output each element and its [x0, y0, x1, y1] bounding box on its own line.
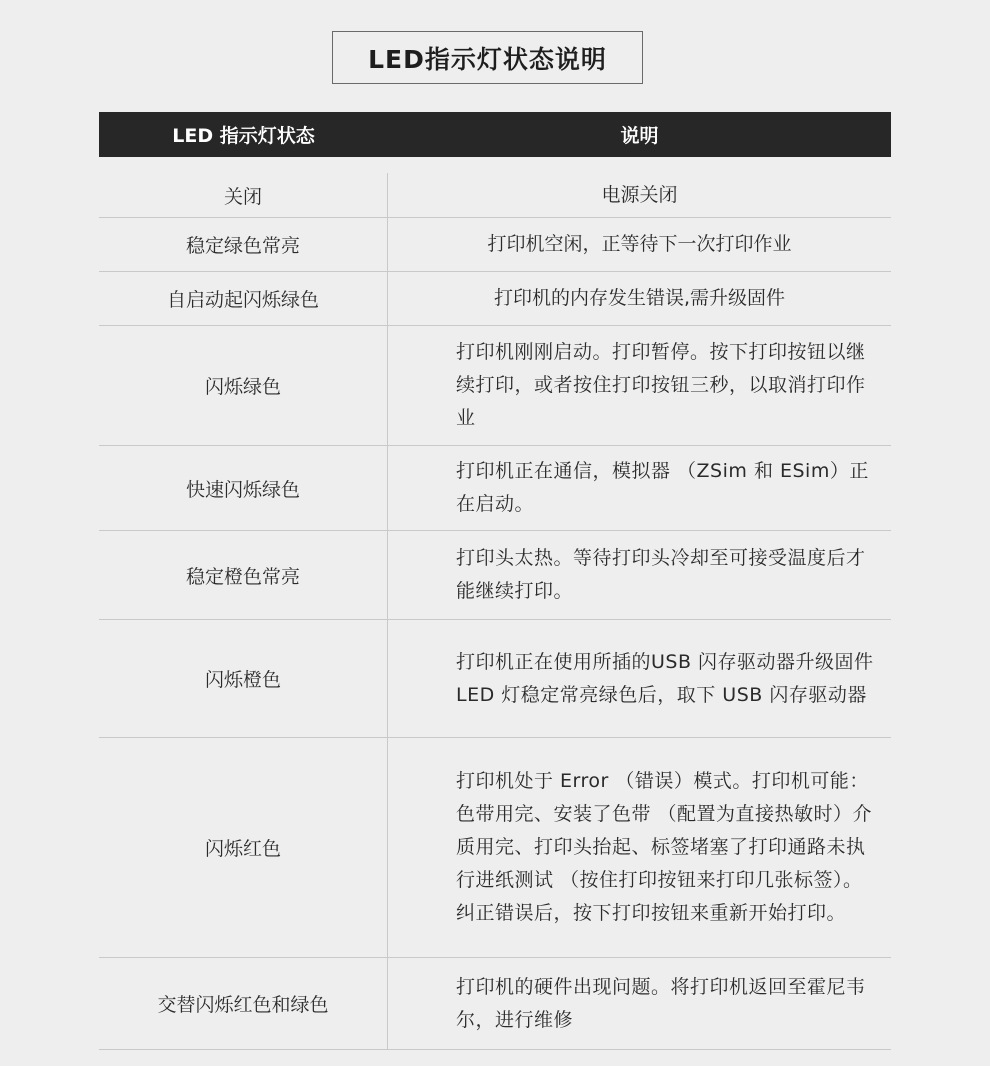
row-state: 关闭	[99, 173, 388, 217]
row-description-text: 打印头太热。等待打印头冷却至可接受温度后才能继续打印。	[456, 547, 866, 602]
row-description	[388, 620, 891, 737]
table-row	[99, 173, 891, 218]
table-row	[99, 738, 891, 958]
row-description-text: 打印机空闲，正等待下一次打印作业	[487, 233, 792, 255]
row-description	[388, 531, 891, 619]
led-status-table	[99, 112, 891, 1050]
page-title: LED指示灯状态说明	[332, 31, 643, 84]
row-description-text: 打印机处于 Error （错误）模式。打印机可能：色带用完、安装了色带 （配置为直接热敏时）介质用完、打印头抬起、标签堵塞了打印通路未执行进纸测试 （按住打印按钮来打印几张标签）。纠正错误后，按下打印按钮来重新开始打印。	[456, 770, 873, 924]
table-row	[99, 958, 891, 1050]
row-description-text: 电源关闭	[601, 183, 678, 206]
table-row	[99, 272, 891, 326]
row-state: 稳定绿色常亮	[99, 218, 388, 271]
row-description	[388, 958, 891, 1049]
row-state: 交替闪烁红色和绿色	[99, 958, 388, 1049]
row-state: 稳定橙色常亮	[99, 531, 388, 619]
row-description	[388, 272, 891, 325]
row-state: 快速闪烁绿色	[99, 446, 388, 530]
row-description-text: 打印机正在使用所插的USB 闪存驱动器升级固件LED 灯稳定常亮绿色后，取下 USB 闪存驱动器	[456, 650, 874, 706]
row-description-text: 打印机的内存发生错误,需升级固件	[493, 287, 786, 309]
row-description	[388, 218, 891, 271]
table-row	[99, 620, 891, 738]
header-description: 说明	[620, 125, 659, 147]
row-description-text: 打印机正在通信，模拟器 （ZSim 和 ESim）正在启动。	[456, 460, 869, 515]
table-row	[99, 218, 891, 272]
row-state: 闪烁绿色	[99, 326, 388, 445]
row-state: 自启动起闪烁绿色	[99, 272, 388, 325]
row-description	[388, 446, 891, 530]
row-description	[388, 738, 891, 957]
row-description	[388, 326, 891, 445]
table-row	[99, 531, 891, 620]
row-description-text: 打印机刚刚启动。打印暂停。按下打印按钮以继续打印，或者按住打印按钮三秒，以取消打印作业	[456, 341, 866, 429]
table-header	[99, 112, 891, 157]
table-row	[99, 326, 891, 446]
row-state: 闪烁橙色	[99, 620, 388, 737]
row-description-text: 打印机的硬件出现问题。将打印机返回至霍尼韦尔，进行维修	[456, 975, 866, 1031]
table-row	[99, 446, 891, 531]
table-body	[99, 173, 891, 1050]
header-led-state: LED 指示灯状态	[172, 125, 315, 147]
row-state: 闪烁红色	[99, 738, 388, 957]
row-description	[388, 173, 891, 217]
